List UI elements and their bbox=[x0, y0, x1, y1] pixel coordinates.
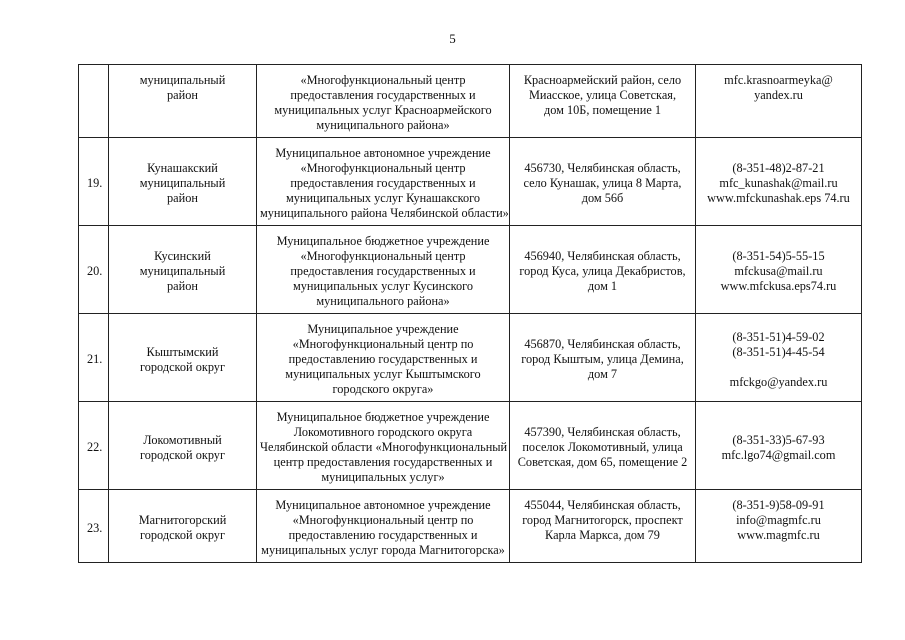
table-row bbox=[79, 65, 862, 138]
district-line: Кунашакский bbox=[147, 161, 218, 175]
email-link[interactable]: mfckusa@mail.ru bbox=[734, 264, 823, 278]
row-number bbox=[79, 65, 109, 138]
district-cell bbox=[109, 65, 257, 138]
organization-line: Локомотивного городского округа bbox=[293, 425, 473, 439]
organization-line: предоставлению государственных и bbox=[288, 352, 478, 366]
address-cell bbox=[510, 402, 696, 490]
website-link[interactable]: www.mfckunashak.eps 74.ru bbox=[707, 191, 850, 205]
contacts-cell bbox=[696, 138, 862, 226]
organization-line: муниципальных услуг Кыштымского bbox=[285, 367, 481, 381]
district-cell bbox=[109, 226, 257, 314]
address-line: дом 56б bbox=[581, 191, 624, 205]
phone-text: (8-351-51)4-59-02 bbox=[732, 329, 825, 344]
district-line: городской округ bbox=[140, 447, 225, 462]
phone-text: (8-351-54)5-55-15 bbox=[732, 249, 825, 263]
district-line: городской округ bbox=[140, 528, 225, 542]
organization-line: муниципальных услуг Красноармейского bbox=[274, 103, 492, 117]
address-line: 456730, Челябинская область, bbox=[524, 161, 681, 175]
website-link[interactable]: www.mfckusa.eps74.ru bbox=[720, 279, 837, 293]
organization-line: центр предоставления государственных и bbox=[273, 455, 493, 469]
organization-cell bbox=[257, 314, 510, 402]
organization-line: предоставления государственных и bbox=[290, 176, 476, 190]
district-line: Кусинский bbox=[154, 249, 211, 263]
address-line: Миасское, улица Советская, bbox=[528, 88, 677, 102]
organization-line: Муниципальное автономное учреждение bbox=[275, 498, 491, 512]
contacts-cell bbox=[696, 65, 862, 138]
organization-line: «Многофункциональный центр bbox=[300, 161, 466, 175]
email-link[interactable]: info@magmfc.ru bbox=[736, 513, 821, 527]
organization-line: муниципального района» bbox=[316, 118, 450, 132]
row-number: 20. bbox=[79, 226, 109, 314]
district-cell bbox=[109, 402, 257, 490]
district-line: Кыштымский bbox=[146, 344, 219, 359]
address-line: дом 7 bbox=[587, 367, 618, 381]
page-number: 5 bbox=[449, 31, 456, 46]
district-line: район bbox=[167, 279, 198, 293]
address-line: город Кыштым, улица Демина, bbox=[521, 352, 684, 366]
address-cell bbox=[510, 138, 696, 226]
district-line: район bbox=[167, 88, 198, 102]
mfc-table bbox=[78, 64, 862, 563]
phone-text: (8-351-48)2-87-21 bbox=[732, 161, 825, 175]
address-line: 456940, Челябинская область, bbox=[524, 249, 681, 263]
organization-line: «Многофункциональный центр по bbox=[292, 337, 474, 351]
organization-line: «Многофункциональный центр bbox=[300, 249, 466, 263]
email-link[interactable]: yandex.ru bbox=[754, 88, 803, 102]
organization-line: Муниципальное бюджетное учреждение bbox=[276, 234, 490, 248]
email-link[interactable]: mfckgo@yandex.ru bbox=[729, 374, 828, 389]
table-row bbox=[79, 402, 862, 490]
address-line: 455044, Челябинская область, bbox=[524, 498, 681, 512]
row-number: 22. bbox=[79, 402, 109, 490]
phone-text: (8-351-51)4-45-54 bbox=[732, 344, 825, 359]
row-number: 21. bbox=[79, 314, 109, 402]
organization-line: предоставления государственных и bbox=[290, 264, 476, 278]
organization-cell bbox=[257, 226, 510, 314]
organization-cell bbox=[257, 138, 510, 226]
address-line: село Кунашак, улица 8 Марта, bbox=[523, 176, 682, 190]
organization-line: муниципальных услуг города Магнитогорска» bbox=[261, 543, 505, 557]
organization-line: Муниципальное автономное учреждение bbox=[275, 146, 491, 160]
phone-text: (8-351-9)58-09-91 bbox=[732, 498, 825, 512]
organization-line: «Многофункциональный центр bbox=[300, 73, 466, 87]
district-cell bbox=[109, 314, 257, 402]
address-line: город Магнитогорск, проспект bbox=[522, 513, 683, 527]
address-cell bbox=[510, 65, 696, 138]
organization-line: муниципальных услуг Кунашакского bbox=[285, 191, 481, 205]
address-line: Красноармейский район, село bbox=[523, 73, 682, 87]
district-cell bbox=[109, 138, 257, 226]
address-line: поселок Локомотивный, улица bbox=[522, 440, 683, 454]
blank-line bbox=[699, 360, 858, 375]
organization-line: предоставления государственных и bbox=[290, 88, 476, 102]
address-cell bbox=[510, 314, 696, 402]
address-line: Карла Маркса, дом 79 bbox=[545, 528, 660, 542]
organization-line: муниципального района Челябинской области» bbox=[260, 206, 509, 220]
organization-line: муниципального района» bbox=[316, 294, 450, 308]
contacts-cell bbox=[696, 490, 862, 563]
address-line: дом 1 bbox=[587, 279, 618, 293]
row-number: 19. bbox=[79, 138, 109, 226]
organization-line: городского округа» bbox=[332, 382, 434, 396]
address-cell bbox=[510, 226, 696, 314]
website-link[interactable]: www.magmfc.ru bbox=[737, 528, 820, 542]
row-number: 23. bbox=[79, 490, 109, 563]
district-line: район bbox=[167, 191, 198, 205]
address-line: Советская, дом 65, помещение 2 bbox=[517, 455, 688, 469]
organization-line: Муниципальное бюджетное учреждение bbox=[276, 410, 490, 424]
contacts-cell bbox=[696, 402, 862, 490]
table-row bbox=[79, 138, 862, 226]
email-link[interactable]: mfc.lgo74@gmail.com bbox=[721, 447, 836, 462]
address-line: город Куса, улица Декабристов, bbox=[519, 264, 686, 278]
organization-line: Челябинской области «Многофункциональный bbox=[260, 440, 508, 454]
organization-line: Муниципальное учреждение bbox=[307, 322, 459, 336]
contacts-cell bbox=[696, 226, 862, 314]
email-link[interactable]: mfc_kunashak@mail.ru bbox=[719, 176, 838, 190]
table-row bbox=[79, 490, 862, 563]
organization-cell bbox=[257, 490, 510, 563]
district-line: городской округ bbox=[140, 359, 225, 374]
phone-text: (8-351-33)5-67-93 bbox=[732, 432, 825, 447]
district-cell bbox=[109, 490, 257, 563]
contacts-cell bbox=[696, 314, 862, 402]
district-line: муниципальный bbox=[139, 176, 226, 190]
email-link[interactable]: mfc.krasnoarmeyka@ bbox=[724, 73, 833, 87]
district-line: Магнитогорский bbox=[138, 513, 227, 527]
district-line: Локомотивный bbox=[143, 432, 222, 447]
address-cell bbox=[510, 490, 696, 563]
district-line: муниципальный bbox=[139, 73, 226, 87]
organization-cell bbox=[257, 65, 510, 138]
organization-line: муниципальных услуг Кусинского bbox=[292, 279, 474, 293]
organization-cell bbox=[257, 402, 510, 490]
organization-line: «Многофункциональный центр по bbox=[292, 513, 474, 527]
table-row bbox=[79, 226, 862, 314]
address-line: 457390, Челябинская область, bbox=[524, 425, 681, 439]
table-row bbox=[79, 314, 862, 402]
address-line: 456870, Челябинская область, bbox=[524, 337, 681, 351]
organization-line: муниципальных услуг» bbox=[321, 470, 445, 484]
district-line: муниципальный bbox=[139, 264, 226, 278]
organization-line: предоставлению государственных и bbox=[288, 528, 478, 542]
address-line: дом 10Б, помещение 1 bbox=[543, 103, 662, 117]
